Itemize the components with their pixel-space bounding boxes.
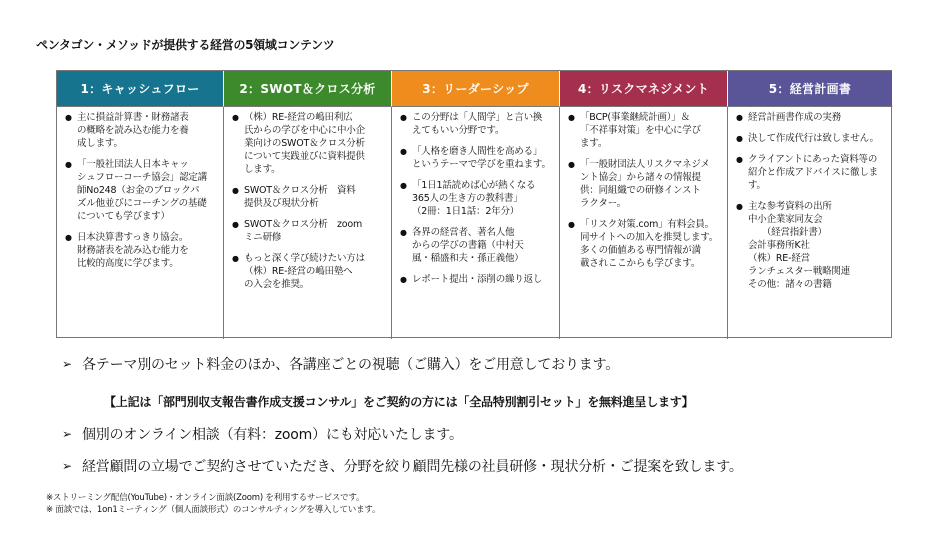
note-text: 経営顧問の立場でご契約させていただき、分野を絞り顧問先様の社員研修・現状分析・ご提案を致します。	[82, 459, 743, 475]
footnote: ※ストリーミング配信(YouTube)・オンライン面談(Zoom) を利用するサービスです。	[46, 493, 365, 503]
column-body	[57, 107, 224, 339]
list-item: ● 「一般社団法人日本キャッ シュフローコーチ協会」認定講 師No248（お金のブロックパ ズル他並びにコーチングの基礎 についても学びます）	[65, 158, 217, 223]
list-item: ● （株）RE-経営の嶋田利広 氏からの学びを中心に中小企 業向けのSWOT＆クロス分析 について実践並びに資料提供 します。	[232, 111, 385, 176]
list-item: ● この分野は「人間学」と言い換 えてもいい分野です。	[400, 111, 553, 137]
list-item: ● 「リスク対策.com」有料会員。 同サイトへの加入を推奨します。 多くの価値ある専門情報が満 載されここからも学びます。	[568, 218, 721, 270]
list-item: ● 「1日1話読めば心が熱くなる 365人の生き方の教科書」 （2冊：1日1話：2年分）	[400, 179, 553, 218]
list-item: ● 「BCP(事業継続計画）」＆ 「不祥事対策」を中心に学び ます。	[568, 111, 721, 150]
arrow-bullet-icon: ➢	[62, 459, 72, 473]
list-item: ● 日本決算書すっきり協会。 財務諸表を読み込む能力を 比較的高度に学びます。	[65, 231, 217, 270]
list-item: ● 経営計画書作成の実務	[736, 111, 887, 124]
column-header: 2：SWOT＆クロス分析	[224, 71, 392, 107]
list-item: ● レポート提出・添削の繰り返し	[400, 273, 553, 286]
note-item	[62, 456, 743, 476]
list-item: ● SWOT＆クロス分析 資料 提供及び現状分析	[232, 184, 385, 210]
content-table	[56, 70, 892, 338]
list-item: ● クライアントにあった資料等の 紹介と作成アドバイスに徹しま す。	[736, 153, 887, 192]
column-header: 4：リスクマネジメント	[560, 71, 728, 107]
arrow-bullet-icon: ➢	[62, 357, 72, 371]
campaign-note: 【上記は「部門別収支報告書作成支援コンサル」をご契約の方には「全品特別割引セット」を無料進呈します】	[104, 395, 694, 409]
list-item: ● 「人格を磨き人間性を高める」 というテーマで学びを重ねます。	[400, 145, 553, 171]
list-item: ● 主に損益計算書・財務諸表 の概略を読み込む能力を養 成します。	[65, 111, 217, 150]
note-item	[62, 354, 619, 374]
list-item: ● SWOT＆クロス分析 zoom ミニ研修	[232, 218, 385, 244]
column-body	[224, 107, 392, 339]
footnote: ※ 面談では、1on1ミーティング（個人面談形式）のコンサルティングを導入しています。	[46, 505, 381, 515]
column-header: 1：キャッシュフロー	[57, 71, 224, 107]
column-body	[560, 107, 728, 339]
footnotes	[46, 492, 380, 516]
column-header: 5：経営計画書	[728, 71, 893, 107]
note-text: 各テーマ別のセット料金のほか、各講座ごとの視聴（ご購入）をご用意しております。	[82, 357, 620, 373]
list-item: ● 主な参考資料の出所 中小企業家同友会 （経営指針書） 会計事務所K社 （株）RE-経営 ランチェスター戦略関連 その他：諸々の書籍	[736, 200, 887, 291]
column-header: 3：リーダーシップ	[392, 71, 560, 107]
arrow-bullet-icon: ➢	[62, 427, 72, 441]
list-item: ● 「一般財団法人リスクマネジメ ント協会」から諸々の情報提 供：同組織での研修インスト ラクター。	[568, 158, 721, 210]
page-title: ペンタゴン・メソッドが提供する経営の5領域コンテンツ	[36, 38, 335, 52]
note-text: 個別のオンライン相談（有料：zoom）にも対応いたします。	[82, 427, 463, 443]
list-item: ● 各界の経営者、著名人他 からの学びの書籍（中村天 風・稲盛和夫・孫正義他）	[400, 226, 553, 265]
column-body	[392, 107, 560, 339]
list-item: ● もっと深く学び続けたい方は （株）RE-経営の嶋田塾へ の入会を推奨。	[232, 252, 385, 291]
note-item	[62, 424, 463, 444]
column-body	[728, 107, 893, 339]
list-item: ● 決して作成代行は致しません。	[736, 132, 887, 145]
